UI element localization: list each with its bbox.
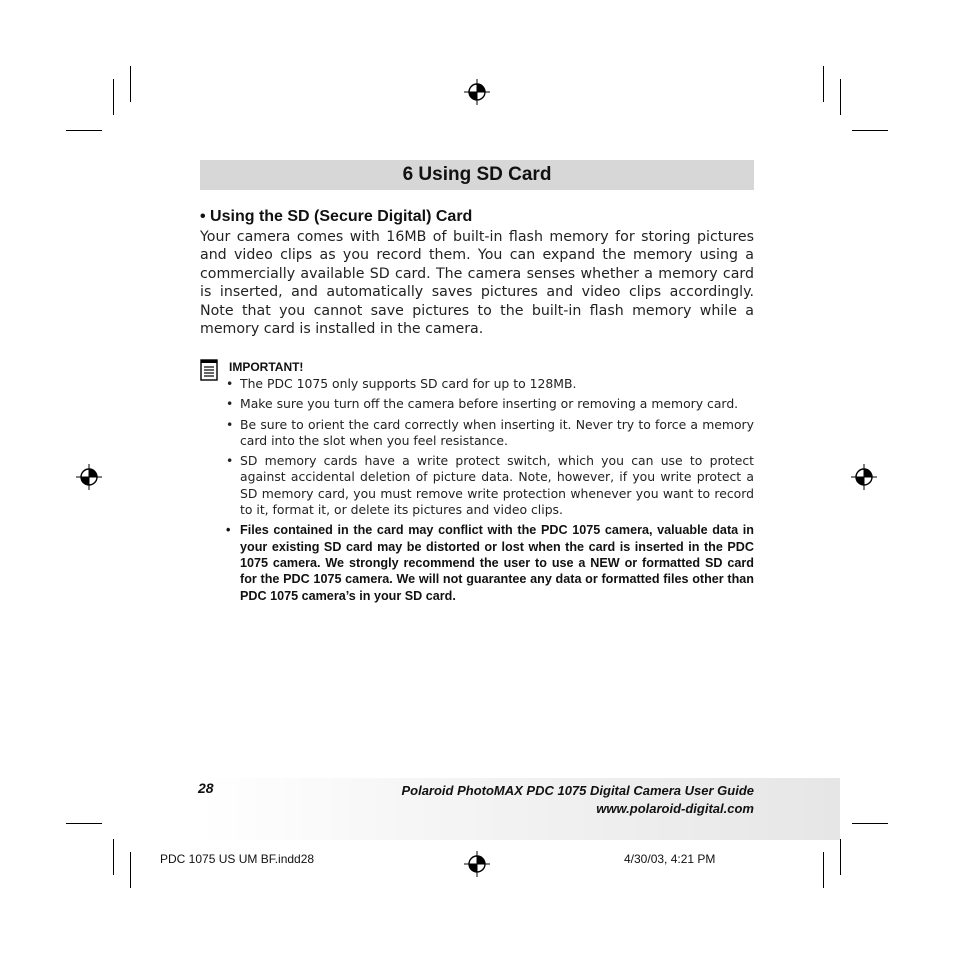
bleed-mark <box>113 79 114 115</box>
bleed-mark <box>840 839 841 875</box>
guide-title: Polaroid PhotoMAX PDC 1075 Digital Camera User Guide <box>401 783 754 798</box>
important-list <box>225 376 754 608</box>
registration-mark-icon <box>464 79 490 105</box>
list-item: • SD memory cards have a write protect switch, which you can use to protect against accidental deletion of picture data. Note, however, if you write protect a SD memory card, you must remove write protection whenever you want to record to it, format it, or delete its pictures and video clips. <box>225 453 754 518</box>
list-item: • The PDC 1075 only supports SD card for up to 128MB. <box>225 376 754 392</box>
subsection-heading: • Using the SD (Secure Digital) Card <box>200 208 473 225</box>
list-item: • Be sure to orient the card correctly when inserting it. Never try to force a memory card into the slot when you feel resistance. <box>225 417 754 450</box>
website-link[interactable]: www.polaroid-digital.com <box>596 801 754 816</box>
section-title: 6 Using SD Card <box>402 164 552 185</box>
bleed-mark <box>840 79 841 115</box>
crop-mark <box>66 823 102 824</box>
crop-mark <box>823 66 824 102</box>
crop-mark <box>130 852 131 888</box>
page-number: 28 <box>198 780 214 796</box>
footer-title-block <box>401 782 754 818</box>
body-paragraph: Your camera comes with 16MB of built-in flash memory for storing pictures and video clips as you record them. You can expand the memory using a commercially available SD card. The camera senses whether a memory card is inserted, and automatically saves pictures and video clips accordingly. Note that you cannot save pictures to the built-in flash memory while a memory card is installed in the camera. <box>200 229 754 338</box>
section-title-bar <box>200 160 754 190</box>
crop-mark <box>130 66 131 102</box>
crop-mark <box>852 823 888 824</box>
list-item: • Make sure you turn off the camera before inserting or removing a memory card. <box>225 396 754 412</box>
crop-mark <box>823 852 824 888</box>
crop-mark <box>852 130 888 131</box>
important-label: IMPORTANT! <box>229 360 304 374</box>
registration-mark-icon <box>851 464 877 490</box>
crop-mark <box>66 130 102 131</box>
registration-mark-icon <box>464 851 490 877</box>
note-pad-icon <box>200 359 218 381</box>
bleed-mark <box>113 839 114 875</box>
registration-mark-icon <box>76 464 102 490</box>
slug-timestamp: 4/30/03, 4:21 PM <box>624 852 716 866</box>
slug-filename: PDC 1075 US UM BF.indd28 <box>160 852 315 866</box>
list-item-warning: • Files contained in the card may conflict with the PDC 1075 camera, valuable data in your existing SD card may be distorted or lost when the card is inserted in the PDC 1075 camera. We strongly recommend the user to use a NEW or formatted SD card for the PDC 1075 camera. We will not guarantee any data or formatted files other than PDC 1075 camera’s in your SD card. <box>225 522 754 603</box>
